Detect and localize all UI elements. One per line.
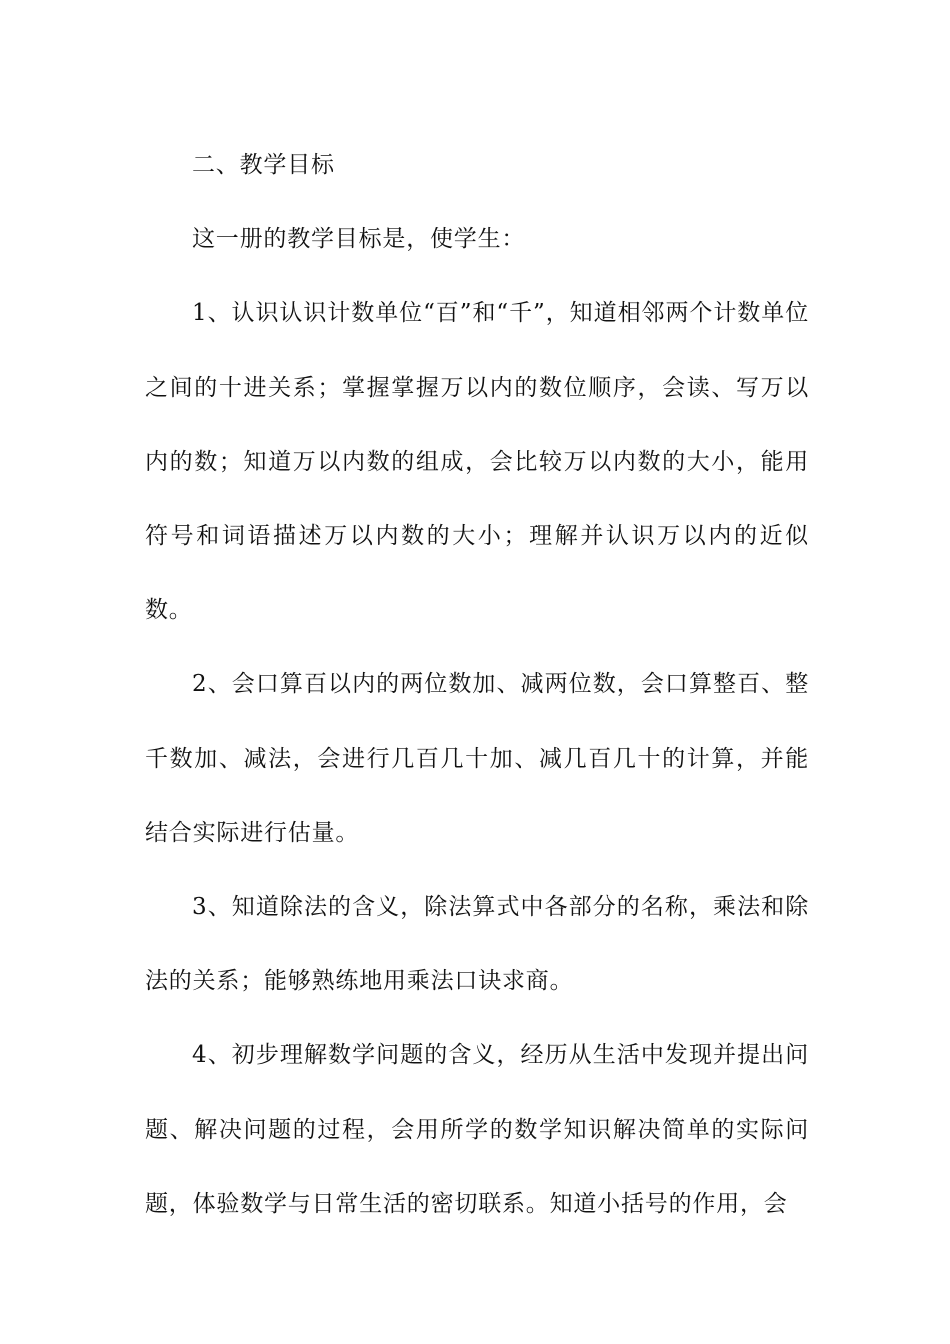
objective-item-4: 4、初步理解数学问题的含义，经历从生活中发现并提出问题、解决问题的过程，会用所学的数学知识解决简单的实际问题，体验数学与日常生活的密切联系。知道小括号的作用，会 bbox=[145, 1042, 809, 1217]
intro-paragraph: 这一册的教学目标是，使学生： bbox=[192, 226, 526, 253]
objective-item-2: 2、会口算百以内的两位数加、减两位数，会口算整百、整千数加、减法，会进行几百几十加、减几百几十的计算，并能结合实际进行估量。 bbox=[145, 671, 809, 846]
objective-item-3: 3、知道除法的含义，除法算式中各部分的名称，乘法和除法的关系；能够熟练地用乘法口诀求商。 bbox=[145, 894, 809, 995]
objective-item-1: 1、认识认识计数单位“百”和“千”，知道相邻两个计数单位之间的十进关系；掌握掌握万以内的数位顺序，会读、写万以内的数；知道万以内数的组成，会比较万以内数的大小，能用符号和词语描述万以内数的大小；理解并认识万以内的近似数。 bbox=[145, 300, 809, 624]
section-heading: 二、教学目标 bbox=[192, 152, 335, 178]
document-body bbox=[145, 128, 809, 1241]
